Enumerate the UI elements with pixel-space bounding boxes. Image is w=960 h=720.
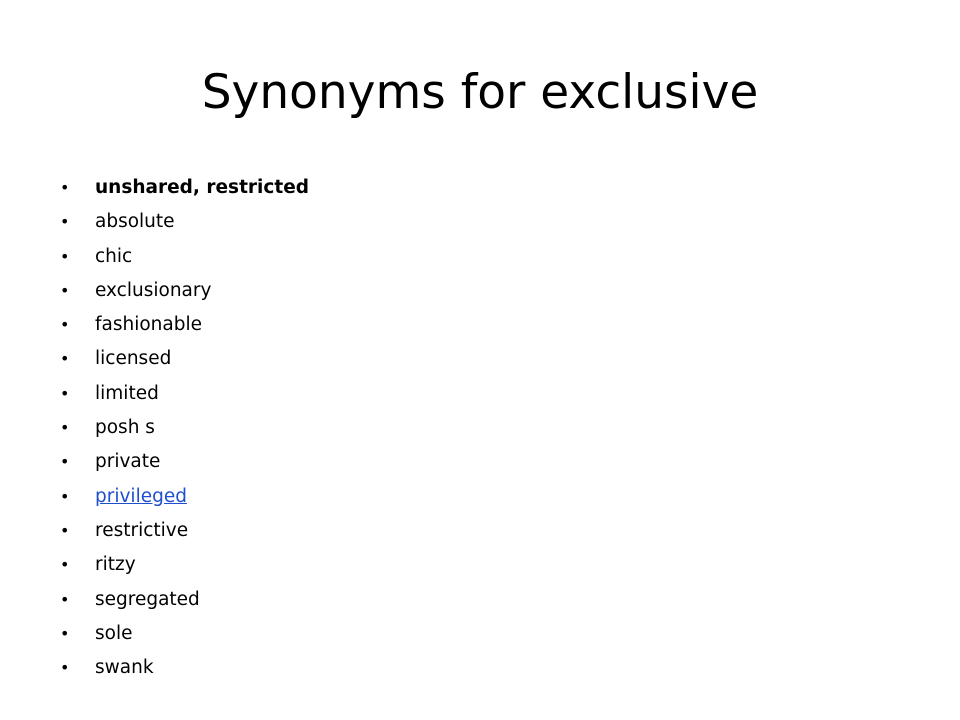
list-item-label: swank [95,657,154,679]
list-item-label: restrictive [95,519,189,541]
list-item-label: sole [95,622,133,644]
bullet-icon: • [60,486,70,506]
bullet-icon: • [60,246,70,266]
list-item-label: ritzy [95,554,136,576]
bullet-icon: • [60,178,70,197]
list-item-label: fashionable [95,314,202,336]
bullet-icon: • [60,555,70,575]
bullet-icon: • [60,452,70,472]
list-item-label: unshared, restricted [95,177,309,198]
privileged-link[interactable]: privileged [95,485,187,507]
slide-title: Synonyms for exclusive [201,65,759,120]
list-item-label: segregated [95,588,200,610]
bullet-icon: • [60,418,70,438]
bullet-icon: • [60,280,70,300]
bullet-icon: • [60,383,70,403]
list-item-label: private [95,451,161,473]
list-item-label: limited [95,382,159,404]
list-item-label: licensed [95,348,172,370]
list-item-label: absolute [95,211,175,233]
bullet-icon: • [60,315,70,335]
bullet-icon: • [60,658,70,678]
bullet-icon: • [60,623,70,643]
list-item-label: chic [95,245,133,267]
list-item-label: exclusionary [95,279,212,301]
bullet-icon: • [60,520,70,540]
bullet-icon: • [60,212,70,232]
bullet-icon: • [60,349,70,369]
bullet-icon: • [60,589,70,609]
list-item-label: posh s [95,417,155,439]
